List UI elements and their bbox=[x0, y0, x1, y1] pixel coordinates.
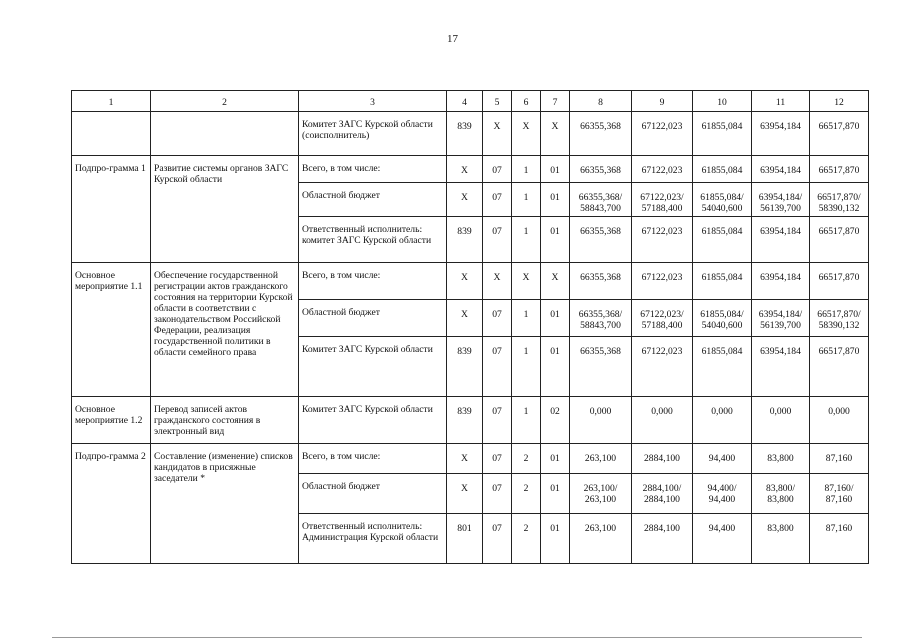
amount-cell: 87,160/ 87,160 bbox=[810, 474, 869, 514]
header-cell: 12 bbox=[810, 91, 869, 112]
amount-cell: 0,000 bbox=[810, 397, 869, 444]
code-cell: 01 bbox=[541, 183, 570, 217]
code-cell: X bbox=[483, 263, 512, 300]
code-cell: 07 bbox=[483, 337, 512, 397]
amount-cell: 66355,368 bbox=[570, 263, 632, 300]
header-cell: 7 bbox=[541, 91, 570, 112]
code-cell: 01 bbox=[541, 337, 570, 397]
amount-cell: 63954,184 bbox=[752, 217, 810, 263]
budget-table bbox=[71, 90, 869, 564]
amount-cell: 67122,023 bbox=[632, 337, 693, 397]
code-cell: X bbox=[512, 112, 541, 156]
amount-cell: 66517,870 bbox=[810, 337, 869, 397]
amount-cell: 94,400 bbox=[693, 444, 752, 474]
bottom-edge-line bbox=[52, 637, 862, 638]
header-cell: 9 bbox=[632, 91, 693, 112]
code-cell: 01 bbox=[541, 300, 570, 337]
amount-cell: 0,000 bbox=[752, 397, 810, 444]
amount-cell: 63954,184 bbox=[752, 156, 810, 183]
amount-cell: 63954,184 bbox=[752, 263, 810, 300]
amount-cell: 63954,184/ 56139,700 bbox=[752, 300, 810, 337]
amount-cell: 61855,084 bbox=[693, 112, 752, 156]
page-number: 17 bbox=[447, 33, 458, 45]
amount-cell: 61855,084 bbox=[693, 217, 752, 263]
amount-cell: 83,800/ 83,800 bbox=[752, 474, 810, 514]
code-cell: 07 bbox=[483, 217, 512, 263]
amount-cell: 61855,084 bbox=[693, 337, 752, 397]
header-cell: 3 bbox=[299, 91, 447, 112]
amount-cell: 83,800 bbox=[752, 514, 810, 564]
amount-cell: 66355,368 bbox=[570, 217, 632, 263]
code-cell: 01 bbox=[541, 217, 570, 263]
table-row bbox=[72, 444, 869, 474]
code-cell: X bbox=[447, 300, 483, 337]
code-cell: X bbox=[541, 263, 570, 300]
source-label-cell: Комитет ЗАГС Курской области (соисполнитель) bbox=[299, 112, 447, 156]
source-label-cell: Ответственный исполнитель: Администрация Курской области bbox=[299, 514, 447, 564]
program-name-cell: Основное мероприятие 1.2 bbox=[72, 397, 151, 444]
header-cell: 10 bbox=[693, 91, 752, 112]
source-label-cell: Областной бюджет bbox=[299, 474, 447, 514]
amount-cell: 67122,023 bbox=[632, 263, 693, 300]
source-label-cell: Областной бюджет bbox=[299, 183, 447, 217]
amount-cell: 263,100 bbox=[570, 514, 632, 564]
code-cell: 1 bbox=[512, 300, 541, 337]
amount-cell: 66355,368/ 58843,700 bbox=[570, 183, 632, 217]
code-cell: 839 bbox=[447, 337, 483, 397]
header-cell: 2 bbox=[151, 91, 299, 112]
program-name-cell bbox=[72, 112, 151, 156]
source-label-cell: Всего, в том числе: bbox=[299, 444, 447, 474]
code-cell: X bbox=[447, 156, 483, 183]
code-cell: 839 bbox=[447, 397, 483, 444]
amount-cell: 2884,100 bbox=[632, 514, 693, 564]
amount-cell: 66517,870 bbox=[810, 263, 869, 300]
code-cell: 1 bbox=[512, 183, 541, 217]
code-cell: X bbox=[512, 263, 541, 300]
program-description-cell: Составление (изменение) списков кандидатов в присяжные заседатели * bbox=[151, 444, 299, 564]
code-cell: 839 bbox=[447, 217, 483, 263]
code-cell: X bbox=[447, 444, 483, 474]
table-body bbox=[72, 91, 869, 564]
amount-cell: 61855,084 bbox=[693, 263, 752, 300]
amount-cell: 63954,184 bbox=[752, 337, 810, 397]
source-label-cell: Всего, в том числе: bbox=[299, 263, 447, 300]
header-cell: 11 bbox=[752, 91, 810, 112]
amount-cell: 66355,368 bbox=[570, 337, 632, 397]
code-cell: 2 bbox=[512, 514, 541, 564]
amount-cell: 66517,870 bbox=[810, 156, 869, 183]
table-row bbox=[72, 156, 869, 183]
amount-cell: 83,800 bbox=[752, 444, 810, 474]
amount-cell: 61855,084/ 54040,600 bbox=[693, 183, 752, 217]
table-header-row bbox=[72, 91, 869, 112]
amount-cell: 67122,023 bbox=[632, 217, 693, 263]
amount-cell: 263,100 bbox=[570, 444, 632, 474]
program-description-cell: Обеспечение государственной регистрации актов гражданского состояния на территории Курской области в соответствии с законодательством Российской Федерации, реализация государственной политики в области семейного права bbox=[151, 263, 299, 397]
amount-cell: 94,400/ 94,400 bbox=[693, 474, 752, 514]
code-cell: 1 bbox=[512, 337, 541, 397]
header-cell: 1 bbox=[72, 91, 151, 112]
header-cell: 4 bbox=[447, 91, 483, 112]
amount-cell: 66355,368 bbox=[570, 156, 632, 183]
amount-cell: 2884,100 bbox=[632, 444, 693, 474]
source-label-cell: Комитет ЗАГС Курской области bbox=[299, 337, 447, 397]
amount-cell: 66355,368 bbox=[570, 112, 632, 156]
code-cell: 1 bbox=[512, 156, 541, 183]
amount-cell: 0,000 bbox=[693, 397, 752, 444]
amount-cell: 2884,100/ 2884,100 bbox=[632, 474, 693, 514]
source-label-cell: Комитет ЗАГС Курской области bbox=[299, 397, 447, 444]
code-cell: X bbox=[447, 474, 483, 514]
header-cell: 5 bbox=[483, 91, 512, 112]
code-cell: X bbox=[541, 112, 570, 156]
amount-cell: 0,000 bbox=[632, 397, 693, 444]
code-cell: 1 bbox=[512, 397, 541, 444]
code-cell: X bbox=[447, 263, 483, 300]
program-name-cell: Подпро-грамма 2 bbox=[72, 444, 151, 564]
program-name-cell: Подпро-грамма 1 bbox=[72, 156, 151, 263]
code-cell: 07 bbox=[483, 300, 512, 337]
amount-cell: 61855,084 bbox=[693, 156, 752, 183]
table-row bbox=[72, 112, 869, 156]
amount-cell: 67122,023 bbox=[632, 156, 693, 183]
amount-cell: 66517,870 bbox=[810, 217, 869, 263]
amount-cell: 67122,023 bbox=[632, 112, 693, 156]
code-cell: 02 bbox=[541, 397, 570, 444]
code-cell: 01 bbox=[541, 444, 570, 474]
program-description-cell: Развитие системы органов ЗАГС Курской области bbox=[151, 156, 299, 263]
code-cell: X bbox=[483, 112, 512, 156]
amount-cell: 94,400 bbox=[693, 514, 752, 564]
amount-cell: 63954,184 bbox=[752, 112, 810, 156]
amount-cell: 66517,870/ 58390,132 bbox=[810, 300, 869, 337]
amount-cell: 63954,184/ 56139,700 bbox=[752, 183, 810, 217]
amount-cell: 67122,023/ 57188,400 bbox=[632, 300, 693, 337]
amount-cell: 66517,870 bbox=[810, 112, 869, 156]
amount-cell: 87,160 bbox=[810, 514, 869, 564]
source-label-cell: Ответственный исполнитель: комитет ЗАГС Курской области bbox=[299, 217, 447, 263]
program-description-cell: Перевод записей актов гражданского состояния в электронный вид bbox=[151, 397, 299, 444]
amount-cell: 87,160 bbox=[810, 444, 869, 474]
code-cell: 07 bbox=[483, 183, 512, 217]
amount-cell: 0,000 bbox=[570, 397, 632, 444]
program-description-cell bbox=[151, 112, 299, 156]
amount-cell: 61855,084/ 54040,600 bbox=[693, 300, 752, 337]
source-label-cell: Всего, в том числе: bbox=[299, 156, 447, 183]
amount-cell: 66355,368/ 58843,700 bbox=[570, 300, 632, 337]
code-cell: 01 bbox=[541, 156, 570, 183]
code-cell: 07 bbox=[483, 514, 512, 564]
code-cell: 801 bbox=[447, 514, 483, 564]
table-row bbox=[72, 263, 869, 300]
code-cell: 01 bbox=[541, 514, 570, 564]
code-cell: 2 bbox=[512, 474, 541, 514]
header-cell: 8 bbox=[570, 91, 632, 112]
code-cell: 839 bbox=[447, 112, 483, 156]
amount-cell: 263,100/ 263,100 bbox=[570, 474, 632, 514]
code-cell: 07 bbox=[483, 474, 512, 514]
code-cell: 07 bbox=[483, 444, 512, 474]
table-row bbox=[72, 397, 869, 444]
code-cell: X bbox=[447, 183, 483, 217]
header-cell: 6 bbox=[512, 91, 541, 112]
amount-cell: 67122,023/ 57188,400 bbox=[632, 183, 693, 217]
code-cell: 2 bbox=[512, 444, 541, 474]
code-cell: 01 bbox=[541, 474, 570, 514]
code-cell: 07 bbox=[483, 397, 512, 444]
code-cell: 1 bbox=[512, 217, 541, 263]
source-label-cell: Областной бюджет bbox=[299, 300, 447, 337]
program-name-cell: Основное мероприятие 1.1 bbox=[72, 263, 151, 397]
code-cell: 07 bbox=[483, 156, 512, 183]
amount-cell: 66517,870/ 58390,132 bbox=[810, 183, 869, 217]
